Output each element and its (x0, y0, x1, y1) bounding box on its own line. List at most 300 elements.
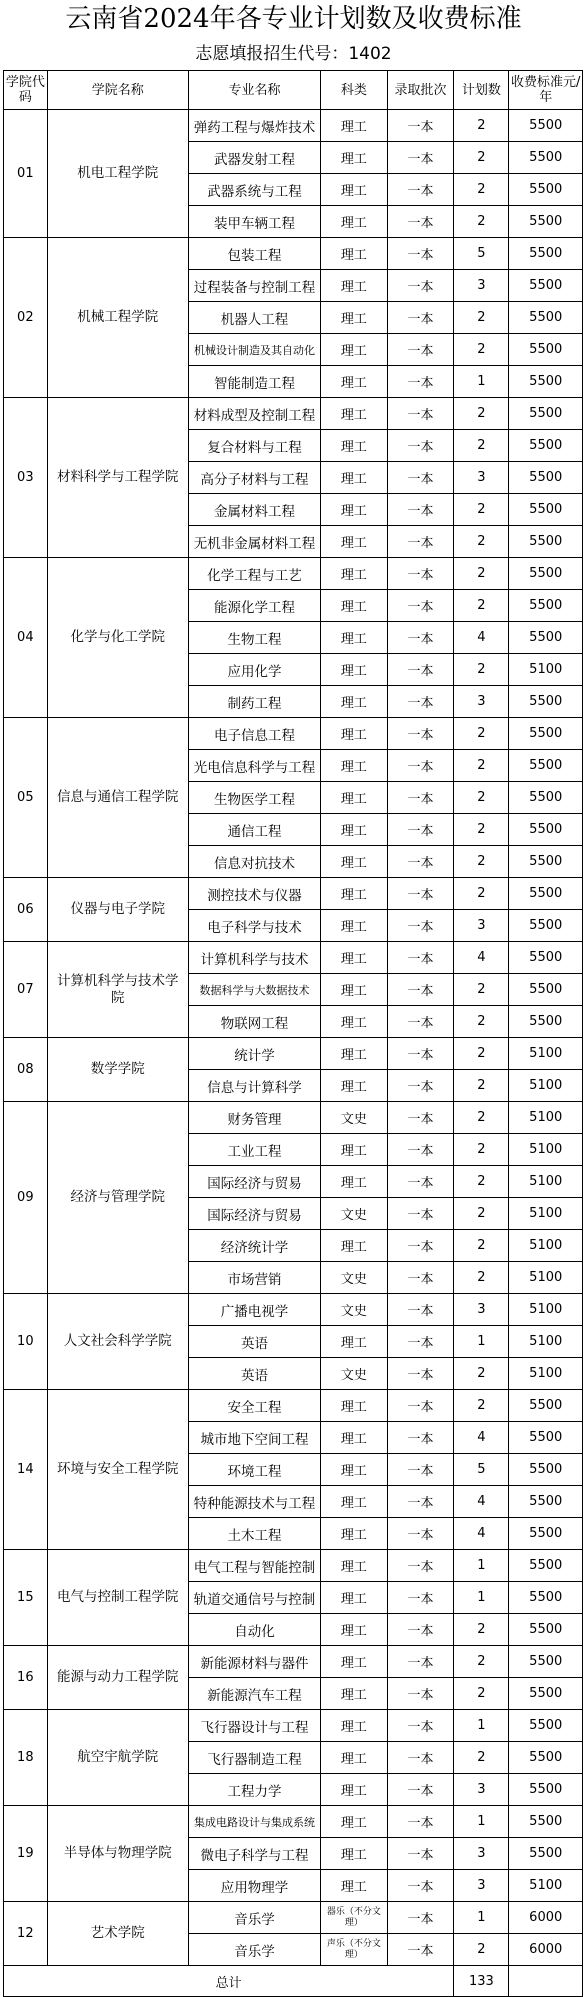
tuition-fee: 5500 (509, 622, 583, 654)
table-row (4, 878, 583, 910)
major-name: 无机非金属材料工程 (188, 526, 320, 558)
major-name: 信息与计算科学 (188, 1070, 320, 1102)
admission-batch: 一本 (387, 366, 454, 398)
tuition-fee: 5500 (509, 1742, 583, 1774)
major-name: 应用物理学 (188, 1870, 320, 1902)
admission-batch: 一本 (387, 110, 454, 142)
admission-batch: 一本 (387, 430, 454, 462)
subject-type: 理工 (321, 1070, 388, 1102)
admission-batch: 一本 (387, 302, 454, 334)
plan-count: 2 (454, 174, 509, 206)
plan-count: 2 (454, 110, 509, 142)
major-name: 新能源材料与器件 (188, 1646, 320, 1678)
tuition-fee: 5500 (509, 462, 583, 494)
college-name: 仪器与电子学院 (47, 878, 188, 942)
college-code: 01 (4, 110, 48, 238)
college-name: 数学学院 (47, 1038, 188, 1102)
plan-count: 2 (454, 1134, 509, 1166)
major-name: 经济统计学 (188, 1230, 320, 1262)
admission-batch: 一本 (387, 1774, 454, 1806)
admission-batch: 一本 (387, 1838, 454, 1870)
plan-count: 2 (454, 558, 509, 590)
plan-count: 2 (454, 1166, 509, 1198)
admission-batch: 一本 (387, 942, 454, 974)
tuition-fee: 5100 (509, 1070, 583, 1102)
major-name: 计算机科学与技术 (188, 942, 320, 974)
plan-count: 2 (454, 846, 509, 878)
admission-batch: 一本 (387, 1230, 454, 1262)
admission-batch: 一本 (387, 878, 454, 910)
admission-batch: 一本 (387, 1870, 454, 1902)
plan-count: 2 (454, 654, 509, 686)
college-name: 环境与安全工程学院 (47, 1390, 188, 1550)
header-college: 学院名称 (47, 71, 188, 110)
tuition-fee: 5500 (509, 814, 583, 846)
total-fee-empty (509, 1966, 583, 1997)
admission-batch: 一本 (387, 1806, 454, 1838)
admission-batch: 一本 (387, 1422, 454, 1454)
plan-count: 2 (454, 302, 509, 334)
college-code: 16 (4, 1646, 48, 1710)
admission-batch: 一本 (387, 622, 454, 654)
admission-batch: 一本 (387, 1134, 454, 1166)
college-code: 15 (4, 1550, 48, 1646)
table-body (4, 110, 583, 1997)
admission-batch: 一本 (387, 1646, 454, 1678)
major-name: 工业工程 (188, 1134, 320, 1166)
subject-type: 理工 (321, 270, 388, 302)
plan-count: 2 (454, 974, 509, 1006)
subject-type: 理工 (321, 1838, 388, 1870)
subject-type: 理工 (321, 1166, 388, 1198)
subject-type: 理工 (321, 462, 388, 494)
college-code: 12 (4, 1902, 48, 1966)
major-name: 通信工程 (188, 814, 320, 846)
tuition-fee: 5500 (509, 1646, 583, 1678)
admission-batch: 一本 (387, 1934, 454, 1966)
subject-type: 理工 (321, 558, 388, 590)
major-name: 广播电视学 (188, 1294, 320, 1326)
tuition-fee: 5100 (509, 1134, 583, 1166)
admission-batch: 一本 (387, 1358, 454, 1390)
major-name: 数据科学与大数据技术 (188, 974, 320, 1006)
plan-count: 3 (454, 1870, 509, 1902)
subject-type: 理工 (321, 334, 388, 366)
major-name: 城市地下空间工程 (188, 1422, 320, 1454)
subject-type: 文史 (321, 1198, 388, 1230)
major-name: 国际经济与贸易 (188, 1198, 320, 1230)
plan-count: 2 (454, 334, 509, 366)
major-name: 生物医学工程 (188, 782, 320, 814)
header-fee: 收费标准元/年 (509, 71, 583, 110)
tuition-fee: 5500 (509, 910, 583, 942)
subject-type: 理工 (321, 174, 388, 206)
table-row (4, 558, 583, 590)
plan-count: 2 (454, 1646, 509, 1678)
table-header-row (4, 71, 583, 110)
major-name: 机器人工程 (188, 302, 320, 334)
subject-type: 理工 (321, 1806, 388, 1838)
major-name: 材料成型及控制工程 (188, 398, 320, 430)
tuition-fee: 5100 (509, 1358, 583, 1390)
college-code: 03 (4, 398, 48, 558)
plan-count: 2 (454, 1198, 509, 1230)
subject-type: 理工 (321, 878, 388, 910)
major-name: 光电信息科学与工程 (188, 750, 320, 782)
admission-batch: 一本 (387, 1454, 454, 1486)
college-code: 07 (4, 942, 48, 1038)
major-name: 高分子材料与工程 (188, 462, 320, 494)
plan-count: 1 (454, 366, 509, 398)
subject-type: 理工 (321, 526, 388, 558)
major-name: 电子科学与技术 (188, 910, 320, 942)
table-row (4, 1294, 583, 1326)
college-code: 19 (4, 1806, 48, 1902)
college-code: 05 (4, 718, 48, 878)
admission-batch: 一本 (387, 654, 454, 686)
college-name: 人文社会科学学院 (47, 1294, 188, 1390)
subject-type: 理工 (321, 430, 388, 462)
tuition-fee: 5500 (509, 302, 583, 334)
subject-type: 理工 (321, 782, 388, 814)
tuition-fee: 5100 (509, 1198, 583, 1230)
page-subtitle: 志愿填报招生代号：1402 (195, 44, 392, 64)
subject-type: 理工 (321, 718, 388, 750)
header-plan: 计划数 (454, 71, 509, 110)
table-row (4, 1806, 583, 1838)
major-name: 土木工程 (188, 1518, 320, 1550)
major-name: 音乐学 (188, 1934, 320, 1966)
admission-batch: 一本 (387, 526, 454, 558)
tuition-fee: 5500 (509, 1486, 583, 1518)
major-name: 飞行器制造工程 (188, 1742, 320, 1774)
major-name: 弹药工程与爆炸技术 (188, 110, 320, 142)
admission-batch: 一本 (387, 1678, 454, 1710)
plan-count: 3 (454, 1294, 509, 1326)
major-name: 生物工程 (188, 622, 320, 654)
plan-count: 2 (454, 1230, 509, 1262)
subject-type: 理工 (321, 1742, 388, 1774)
subject-type: 理工 (321, 942, 388, 974)
plan-count: 4 (454, 1422, 509, 1454)
table-row (4, 718, 583, 750)
admission-batch: 一本 (387, 1902, 454, 1934)
tuition-fee: 5500 (509, 494, 583, 526)
college-name: 能源与动力工程学院 (47, 1646, 188, 1710)
plan-count: 2 (454, 398, 509, 430)
table-row (4, 398, 583, 430)
major-name: 包装工程 (188, 238, 320, 270)
major-name: 能源化学工程 (188, 590, 320, 622)
plan-count: 2 (454, 1742, 509, 1774)
college-code: 06 (4, 878, 48, 942)
plan-count: 2 (454, 1358, 509, 1390)
plan-count: 5 (454, 1454, 509, 1486)
major-name: 财务管理 (188, 1102, 320, 1134)
tuition-fee: 5500 (509, 1710, 583, 1742)
plan-count: 3 (454, 1774, 509, 1806)
college-code: 14 (4, 1390, 48, 1550)
major-name: 制药工程 (188, 686, 320, 718)
admission-plan-table (3, 70, 583, 1997)
subject-type: 理工 (321, 1454, 388, 1486)
admission-batch: 一本 (387, 1006, 454, 1038)
plan-count: 2 (454, 1006, 509, 1038)
tuition-fee: 5100 (509, 1230, 583, 1262)
major-name: 电气工程与智能控制 (188, 1550, 320, 1582)
tuition-fee: 5100 (509, 1294, 583, 1326)
plan-count: 2 (454, 142, 509, 174)
subject-type: 理工 (321, 1422, 388, 1454)
subject-type: 理工 (321, 1486, 388, 1518)
table-row (4, 1646, 583, 1678)
college-code: 04 (4, 558, 48, 718)
tuition-fee: 5500 (509, 718, 583, 750)
tuition-fee: 5500 (509, 110, 583, 142)
subject-type: 理工 (321, 910, 388, 942)
subject-type: 理工 (321, 1230, 388, 1262)
plan-count: 2 (454, 430, 509, 462)
major-name: 集成电路设计与集成系统 (188, 1806, 320, 1838)
subject-type: 理工 (321, 1678, 388, 1710)
admission-batch: 一本 (387, 206, 454, 238)
college-name: 艺术学院 (47, 1902, 188, 1966)
tuition-fee: 5100 (509, 1870, 583, 1902)
tuition-fee: 5500 (509, 942, 583, 974)
tuition-fee: 6000 (509, 1934, 583, 1966)
tuition-fee: 5500 (509, 686, 583, 718)
table-row (4, 1390, 583, 1422)
tuition-fee: 5500 (509, 206, 583, 238)
subject-type: 文史 (321, 1358, 388, 1390)
admission-batch: 一本 (387, 142, 454, 174)
subject-type: 理工 (321, 750, 388, 782)
admission-batch: 一本 (387, 1742, 454, 1774)
major-name: 飞行器设计与工程 (188, 1710, 320, 1742)
plan-count: 1 (454, 1902, 509, 1934)
tuition-fee: 5500 (509, 238, 583, 270)
admission-batch: 一本 (387, 1198, 454, 1230)
plan-count: 2 (454, 782, 509, 814)
college-name: 经济与管理学院 (47, 1102, 188, 1294)
subject-type: 理工 (321, 1614, 388, 1646)
admission-batch: 一本 (387, 334, 454, 366)
major-name: 新能源汽车工程 (188, 1678, 320, 1710)
admission-batch: 一本 (387, 270, 454, 302)
admission-batch: 一本 (387, 1262, 454, 1294)
subject-type: 理工 (321, 846, 388, 878)
table-row (4, 1902, 583, 1934)
subject-type: 理工 (321, 1006, 388, 1038)
admission-batch: 一本 (387, 1486, 454, 1518)
admission-batch: 一本 (387, 1326, 454, 1358)
subject-type: 理工 (321, 1710, 388, 1742)
admission-batch: 一本 (387, 174, 454, 206)
major-name: 环境工程 (188, 1454, 320, 1486)
plan-count: 3 (454, 462, 509, 494)
tuition-fee: 5500 (509, 1582, 583, 1614)
college-code: 02 (4, 238, 48, 398)
major-name: 统计学 (188, 1038, 320, 1070)
admission-batch: 一本 (387, 1614, 454, 1646)
admission-batch: 一本 (387, 1582, 454, 1614)
admission-batch: 一本 (387, 750, 454, 782)
plan-count: 2 (454, 1038, 509, 1070)
admission-batch: 一本 (387, 558, 454, 590)
tuition-fee: 5100 (509, 1166, 583, 1198)
tuition-fee: 5100 (509, 1326, 583, 1358)
admission-batch: 一本 (387, 1166, 454, 1198)
major-name: 应用化学 (188, 654, 320, 686)
plan-count: 1 (454, 1326, 509, 1358)
subject-type: 理工 (321, 398, 388, 430)
subject-type: 理工 (321, 1582, 388, 1614)
college-name: 机械工程学院 (47, 238, 188, 398)
total-label: 总计 (4, 1966, 454, 1997)
tuition-fee: 5500 (509, 1006, 583, 1038)
admission-batch: 一本 (387, 398, 454, 430)
tuition-fee: 5500 (509, 846, 583, 878)
major-name: 音乐学 (188, 1902, 320, 1934)
subject-type: 理工 (321, 366, 388, 398)
plan-count: 2 (454, 1070, 509, 1102)
admission-batch: 一本 (387, 1038, 454, 1070)
tuition-fee: 5500 (509, 174, 583, 206)
tuition-fee: 5500 (509, 590, 583, 622)
major-name: 过程装备与控制工程 (188, 270, 320, 302)
subject-type: 理工 (321, 1870, 388, 1902)
college-name: 信息与通信工程学院 (47, 718, 188, 878)
tuition-fee: 5100 (509, 1262, 583, 1294)
major-name: 信息对抗技术 (188, 846, 320, 878)
plan-count: 3 (454, 910, 509, 942)
subject-type: 理工 (321, 1518, 388, 1550)
major-name: 英语 (188, 1326, 320, 1358)
plan-count: 3 (454, 686, 509, 718)
subject-type: 理工 (321, 1390, 388, 1422)
admission-batch: 一本 (387, 238, 454, 270)
admission-batch: 一本 (387, 462, 454, 494)
tuition-fee: 5500 (509, 782, 583, 814)
tuition-fee: 5500 (509, 1550, 583, 1582)
subject-type: 理工 (321, 1646, 388, 1678)
table-row (4, 238, 583, 270)
tuition-fee: 5500 (509, 526, 583, 558)
admission-batch: 一本 (387, 910, 454, 942)
admission-batch: 一本 (387, 1710, 454, 1742)
major-name: 武器发射工程 (188, 142, 320, 174)
plan-count: 4 (454, 1486, 509, 1518)
college-name: 材料科学与工程学院 (47, 398, 188, 558)
subject-type: 理工 (321, 1774, 388, 1806)
major-name: 市场营销 (188, 1262, 320, 1294)
admission-batch: 一本 (387, 1070, 454, 1102)
plan-count: 2 (454, 526, 509, 558)
subject-type: 文史 (321, 1294, 388, 1326)
plan-count: 1 (454, 1806, 509, 1838)
subject-type: 理工 (321, 1326, 388, 1358)
subject-type: 理工 (321, 302, 388, 334)
college-code: 09 (4, 1102, 48, 1294)
plan-count: 2 (454, 1390, 509, 1422)
plan-count: 2 (454, 750, 509, 782)
plan-count: 1 (454, 1710, 509, 1742)
major-name: 机械设计制造及其自动化 (188, 334, 320, 366)
page-title: 云南省2024年各专业计划数及收费标准 (65, 4, 522, 34)
subject-type: 器乐（不分文理） (321, 1902, 388, 1934)
tuition-fee: 5500 (509, 1838, 583, 1870)
major-name: 化学工程与工艺 (188, 558, 320, 590)
tuition-fee: 5500 (509, 398, 583, 430)
major-name: 金属材料工程 (188, 494, 320, 526)
major-name: 工程力学 (188, 1774, 320, 1806)
plan-count: 2 (454, 814, 509, 846)
major-name: 测控技术与仪器 (188, 878, 320, 910)
tuition-fee: 6000 (509, 1902, 583, 1934)
subject-type: 理工 (321, 238, 388, 270)
subject-type: 文史 (321, 1262, 388, 1294)
college-code: 10 (4, 1294, 48, 1390)
subject-type: 文史 (321, 1102, 388, 1134)
subject-type: 理工 (321, 142, 388, 174)
plan-count: 2 (454, 206, 509, 238)
tuition-fee: 5500 (509, 1390, 583, 1422)
admission-batch: 一本 (387, 1390, 454, 1422)
header-subject: 科类 (321, 71, 388, 110)
tuition-fee: 5500 (509, 334, 583, 366)
admission-batch: 一本 (387, 494, 454, 526)
plan-count: 2 (454, 590, 509, 622)
plan-count: 2 (454, 1102, 509, 1134)
admission-batch: 一本 (387, 686, 454, 718)
tuition-fee: 5500 (509, 1454, 583, 1486)
subject-type: 理工 (321, 622, 388, 654)
major-name: 自动化 (188, 1614, 320, 1646)
subject-type: 理工 (321, 654, 388, 686)
college-name: 半导体与物理学院 (47, 1806, 188, 1902)
subject-type: 理工 (321, 206, 388, 238)
tuition-fee: 5500 (509, 558, 583, 590)
major-name: 物联网工程 (188, 1006, 320, 1038)
major-name: 安全工程 (188, 1390, 320, 1422)
admission-batch: 一本 (387, 1294, 454, 1326)
college-code: 08 (4, 1038, 48, 1102)
plan-count: 2 (454, 878, 509, 910)
plan-count: 2 (454, 494, 509, 526)
tuition-fee: 5500 (509, 1422, 583, 1454)
major-name: 装甲车辆工程 (188, 206, 320, 238)
subject-type: 理工 (321, 814, 388, 846)
major-name: 复合材料与工程 (188, 430, 320, 462)
tuition-fee: 5100 (509, 654, 583, 686)
admission-batch: 一本 (387, 1102, 454, 1134)
tuition-fee: 5100 (509, 1102, 583, 1134)
major-name: 轨道交通信号与控制 (188, 1582, 320, 1614)
tuition-fee: 5100 (509, 1038, 583, 1070)
major-name: 武器系统与工程 (188, 174, 320, 206)
tuition-fee: 5500 (509, 430, 583, 462)
tuition-fee: 5500 (509, 878, 583, 910)
subject-type: 理工 (321, 590, 388, 622)
table-row (4, 1550, 583, 1582)
college-name: 航空宇航学院 (47, 1710, 188, 1806)
tuition-fee: 5500 (509, 142, 583, 174)
plan-count: 2 (454, 1262, 509, 1294)
admission-batch: 一本 (387, 1518, 454, 1550)
plan-count: 2 (454, 1614, 509, 1646)
college-name: 机电工程学院 (47, 110, 188, 238)
tuition-fee: 5500 (509, 750, 583, 782)
